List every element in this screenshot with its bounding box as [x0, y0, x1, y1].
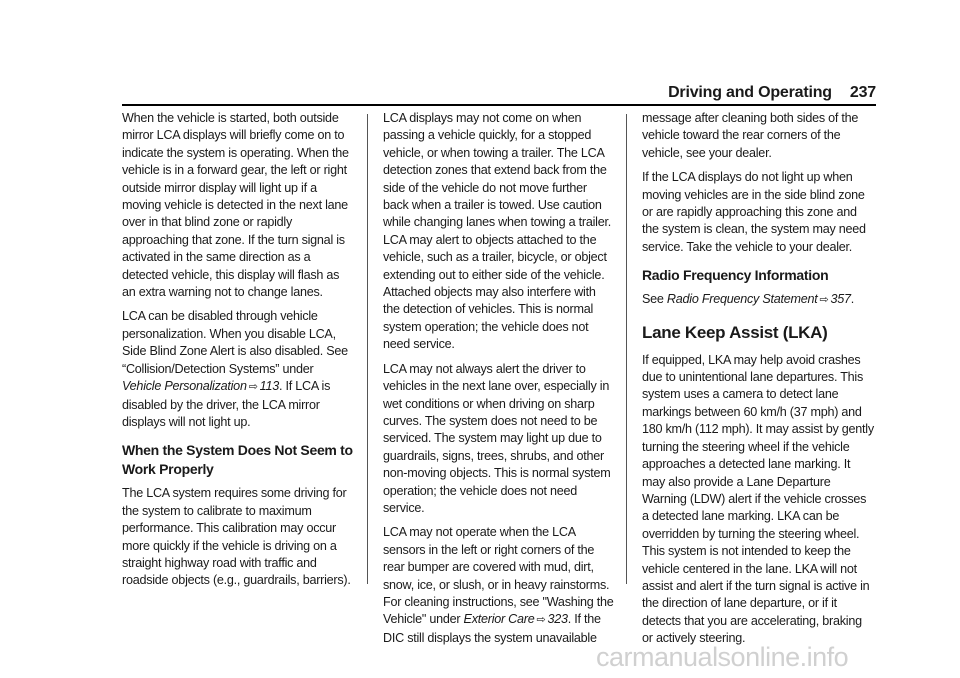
paragraph: LCA can be disabled through vehicle personalization. When you disable LCA, Side Blind Zone Alert is also disabled. See “Collision/Detection Systems” under Vehicle Personalization ⇨ 113. If LCA is disabled by the driver, the LCA mirror displays will not light up. [122, 309, 348, 429]
column-divider-1 [367, 114, 368, 584]
paragraph: The LCA system requires some driving for the system to calibrate to maximum performance. This calibration may occur more quickly if the vehicle is driving on a straight highway road with traffic and roadside objects (e.g., guardrails, barriers). [122, 486, 351, 588]
page-reference[interactable]: 113 [259, 379, 279, 394]
cross-reference-link[interactable]: Exterior Care [463, 612, 535, 627]
paragraph: LCA may not always alert the driver to vehicles in the next lane over, especially in wet conditions or when driving on sharp curves. The system does not need to be serviced. The system may light up due to guardrails, signs, trees, shrubs, and other non-moving objects. This is normal system operation; the vehicle does not need service. [383, 361, 611, 515]
major-heading: Lane Keep Assist (LKA) [642, 322, 828, 342]
paragraph: LCA may not operate when the LCA sensors in the left or right corners of the rear bumper are covered with mud, dirt, snow, ice, or slush, or in heavy rainstorms. For cleaning instructions, see "Washing the Vehicle" under Exterior Care ⇨ 323. If the DIC still displays the system unavailable [383, 525, 614, 645]
page-reference-arrow-icon: ⇨ [819, 294, 829, 307]
column-2 [383, 110, 615, 654]
paragraph: message after cleaning both sides of the vehicle toward the rear corners of the vehicle, see your dealer. [642, 111, 859, 160]
section-heading: Radio Frequency Information [642, 267, 829, 284]
section-title: Driving and Operating [668, 84, 832, 101]
page-reference-arrow-icon: ⇨ [248, 381, 258, 394]
column-1 [122, 110, 354, 597]
page-reference-arrow-icon: ⇨ [536, 614, 546, 627]
cross-reference-link[interactable]: Vehicle Personalization [122, 379, 247, 394]
paragraph: When the vehicle is started, both outside mirror LCA displays will briefly come on to indicate the system is operating. When the vehicle is in a forward gear, the left or right outside mirror display will light up if a moving vehicle is detected in the next lane over in that blind zone or rapidly approaching that zone. If the turn signal is activated in the same direction as a detected vehicle, this display will flash as an extra warning not to change lanes. [122, 111, 349, 300]
page-reference[interactable]: 323 [547, 612, 568, 627]
header-rule [122, 104, 876, 106]
paragraph: See Radio Frequency Statement ⇨ 357. [642, 291, 874, 309]
watermark: carmanualsonline.info [596, 642, 849, 672]
section-heading: When the System Does Not Seem to Work Properly [122, 442, 353, 478]
cross-reference-link[interactable]: Radio Frequency Statement [666, 292, 818, 307]
page-reference[interactable]: 357 [830, 292, 851, 307]
paragraph: If the LCA displays do not light up when moving vehicles are in the side blind zone or are rapidly approaching this zone and the system is clean, the system may need service. Take the vehicle to your dealer. [642, 170, 866, 254]
paragraph: LCA displays may not come on when passing a vehicle quickly, for a stopped vehicle, or when towing a trailer. The LCA detection zones that extend back from the side of the vehicle do not move further back when a trailer is towed. Use caution while changing lanes when towing a trailer. LCA may alert to objects attached to the vehicle, such as a trailer, bicycle, or object extending out to either side of the vehicle. Attached objects may also interfere with the detection of vehicles. This is normal system operation; the vehicle does not need service. [383, 111, 611, 352]
page-number: 237 [849, 84, 876, 101]
page-header [640, 84, 876, 106]
paragraph: If equipped, LKA may help avoid crashes due to unintentional lane departures. This system uses a camera to detect lane markings between 60 km/h (37 mph) and 180 km/h (112 mph). It may assist by gently turning the steering wheel if the vehicle approaches a detected lane marking. It may also provide a Lane Departure Warning (LDW) alert if the vehicle crosses a detected lane marking. LKA can be overridden by turning the steering wheel. This system is not intended to keep the vehicle centered in the lane. LKA will not assist and alert if the turn signal is active in the direction of lane departure, or if it detects that you are accelerating, braking or actively steering. [642, 352, 874, 646]
column-3 [642, 110, 874, 655]
column-divider-2 [626, 114, 627, 584]
